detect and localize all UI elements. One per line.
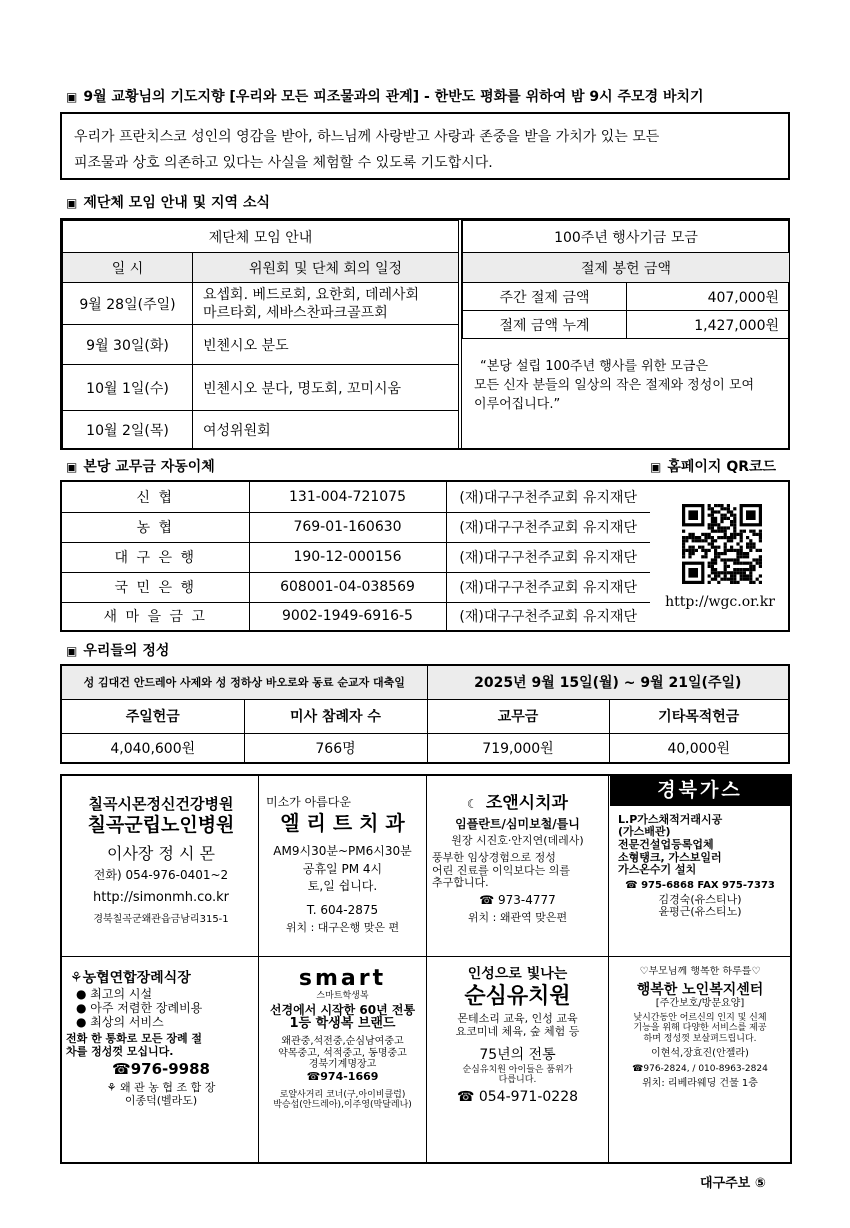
account-holder: (재)대구구천주교회 유지재단 — [446, 482, 650, 512]
meetings-heading: ▣ 제단체 모임 안내 및 지역 소식 — [66, 195, 271, 211]
ad-happy-senior-center[interactable]: ♡부모님께 행복한 하루를♡ 행복한 노인복지센터 [주간보호/방문요양] 낮시간동안 어르신의 인지 및 신체 기능을 위해 다양한 서비스를 제공 하며 정성껏 보살펴드립니다. 이현석,장효진(안젤라) ☎976-2824, / 010-8963-2824 위치: 리베라웨딩 건물 1층 — [632, 966, 768, 1089]
ad-nonghyup-funeral[interactable]: ⚘농협연합장례식장 ● 최고의 시설 ● 아주 저렴한 장례비용 ● 최상의 서비스 전화 한 통화로 모든 장례 절 차를 정성껏 모십니다. ☎976-9988 ⚘ 왜 관 농 협 조 합 장 이종덕(벨라도) — [66, 970, 216, 1107]
feast-name: 성 김대건 안드레아 사제와 성 정하상 바오로와 동료 순교자 대축일 — [61, 665, 427, 699]
ad-smart-uniform[interactable]: smart 스마트학생복 선경에서 시작한 60년 전통 1등 학생복 브랜드 왜관중,석전중,순심남여중고 약목중고, 석적중고, 동명중고 경북기계명장고 ☎974-1669 로얄사거리 코너(구,아이비클럽) 박승섭(안드레아),이주영(막달레나) — [260, 966, 425, 1110]
bank-name: 신 협 — [62, 482, 249, 512]
square-bullet-icon: ▣ — [650, 460, 662, 474]
ads-grid — [60, 774, 792, 1164]
dental-logo-icon: ☾ — [467, 797, 478, 811]
nonghyup-logo-icon: ⚘ — [106, 1081, 120, 1095]
account-holder: (재)대구구천주교회 유지재단 — [446, 602, 650, 630]
meetings-frame — [60, 218, 790, 450]
meeting-desc: 여성위원회 — [193, 411, 459, 449]
page-footer: 대구주보 ⑤ — [700, 1176, 766, 1191]
prayer-line: 피조물과 상호 의존하고 있다는 사실을 체험할 수 있도록 기도합시다. — [74, 155, 493, 171]
account-holder: (재)대구구천주교회 유지재단 — [446, 572, 650, 602]
smart-logo: smart — [298, 966, 387, 991]
prayer-line: 우리가 프란치스코 성인의 영감을 받아, 하느님께 사랑받고 사랑과 존중을 받을 가치가 있는 모든 — [74, 129, 660, 145]
meeting-desc: 빈첸시오 분다, 명도회, 꼬미시움 — [193, 365, 459, 411]
bullet-icon: ● — [76, 1014, 91, 1029]
prayer-box — [60, 112, 790, 180]
meeting-date: 9월 30일(화) — [63, 325, 193, 365]
ad-elite-dental[interactable]: 미소가 아름다운 엘 리 트 치 과 AM9시30분~PM6시30분 공휴일 PM 4시 토,일 쉽니다. T. 604-2875 위치 : 대구은행 맞은 편 — [266, 796, 412, 934]
offering-header: 교무금 — [427, 699, 609, 733]
meeting-desc: 요셉회. 베드로회, 요한회, 데레사회 마르타회, 세바스찬파크골프회 — [193, 283, 459, 325]
col-date-header: 일 시 — [63, 253, 193, 283]
offering-heading: ▣ 우리들의 정성 — [66, 643, 170, 659]
transfer-table — [62, 482, 650, 630]
account-number: 190-12-000156 — [249, 542, 446, 572]
account-holder: (재)대구구천주교회 유지재단 — [446, 512, 650, 542]
ad-joan-dental[interactable]: ☾ 조앤시치과 임플란트/심미보철/틀니 원장 시진호·안지연(데레사) 풍부한 임상경험으로 정성 어린 진료를 이익보다는 의를 추구합니다. ☎ 973-4777 위치 : 왜관역 맞은편 — [432, 794, 584, 924]
prayer-heading: ▣ 9월 교황님의 기도지향 [우리와 모든 피조물과의 관계] - 한반도 평화를 위하여 밤 9시 주모경 바치기 — [66, 89, 704, 105]
square-bullet-icon: ▣ — [66, 196, 78, 210]
nonghyup-logo-icon: ⚘ — [70, 970, 83, 986]
fund-title: 100주년 행사기금 모금 — [463, 221, 790, 253]
col-desc-header: 위원회 및 단체 회의 일정 — [193, 253, 459, 283]
account-number: 131-004-721075 — [249, 482, 446, 512]
ad-gyeongbuk-gas[interactable]: 경북가스 L.P가스채적거래시공 (가스배관) 전문건설업등록업체 소형탱크, 가스보일러 가스온수기 설치 ☎ 975-6868 FAX 975-7373 김경숙(유스티나) 윤평근(유스티노) — [610, 776, 790, 919]
offering-value: 40,000원 — [609, 733, 789, 763]
weekly-label: 주간 절제 금액 — [463, 283, 627, 311]
transfer-frame — [60, 480, 790, 632]
fund-subtitle: 절제 봉헌 금액 — [463, 253, 790, 283]
meeting-date: 10월 2일(목) — [63, 411, 193, 449]
qr-heading: ▣ 홈페이지 QR코드 — [650, 459, 777, 475]
fund-note: “본당 설립 100주년 행사를 위한 모금은 모든 신자 분들의 일상의 작은 절제와 정성이 모여 이루어집니다.” — [474, 359, 755, 412]
qr-code-icon[interactable] — [682, 504, 762, 584]
account-number: 608001-04-038569 — [249, 572, 446, 602]
meetings-left-title: 제단체 모임 안내 — [63, 221, 459, 253]
bank-name: 대 구 은 행 — [62, 542, 249, 572]
homepage-url[interactable]: http://wgc.or.kr — [665, 594, 775, 610]
account-holder: (재)대구구천주교회 유지재단 — [446, 542, 650, 572]
offering-table — [60, 664, 790, 764]
offering-header: 미사 참례자 수 — [244, 699, 427, 733]
bank-name: 농 협 — [62, 512, 249, 542]
meeting-date: 9월 28일(주일) — [63, 283, 193, 325]
square-bullet-icon: ▣ — [66, 90, 78, 104]
fund-table — [462, 220, 790, 339]
bank-name: 국 민 은 행 — [62, 572, 249, 602]
fund-panel — [461, 220, 788, 448]
offering-header: 기타목적헌금 — [609, 699, 789, 733]
meetings-table — [62, 220, 459, 449]
bank-name: 새 마 을 금 고 — [62, 602, 249, 630]
offering-period: 2025년 9월 15일(월) ~ 9월 21일(주일) — [427, 665, 789, 699]
total-label: 절제 금액 누계 — [463, 311, 627, 339]
page-number: ⑤ — [754, 1176, 766, 1191]
offering-value: 766명 — [244, 733, 427, 763]
offering-header: 주일헌금 — [61, 699, 244, 733]
bullet-icon: ● — [76, 987, 91, 1002]
account-number: 769-01-160630 — [249, 512, 446, 542]
bullet-icon: ● — [76, 1000, 91, 1015]
transfer-heading: ▣ 본당 교무금 자동이체 — [66, 459, 215, 475]
account-number: 9002-1949-6916-5 — [249, 602, 446, 630]
ad-simon-hospital[interactable]: 칠곡시몬정신건강병원 칠곡군립노인병원 이사장 정 시 몬 전화) 054-976-0401~2 http://simonmh.co.kr 경북칠곡군왜관읍금남리315-1 — [87, 796, 235, 926]
square-bullet-icon: ▣ — [66, 460, 78, 474]
weekly-value: 407,000원 — [627, 283, 790, 311]
ad-sunsim-kindergarten[interactable]: 인성으로 빛나는 순심유치원 몬테소리 교육, 인성 교육 요코미네 체육, 숲 체험 등 75년의 전통 순심유치원 아이들은 품위가 다릅니다. ☎ 054-971-0228 — [455, 966, 580, 1106]
offering-value: 4,040,600원 — [61, 733, 244, 763]
meeting-date: 10월 1일(수) — [63, 365, 193, 411]
total-value: 1,427,000원 — [627, 311, 790, 339]
offering-value: 719,000원 — [427, 733, 609, 763]
meeting-desc: 빈첸시오 분도 — [193, 325, 459, 365]
square-bullet-icon: ▣ — [66, 644, 78, 658]
